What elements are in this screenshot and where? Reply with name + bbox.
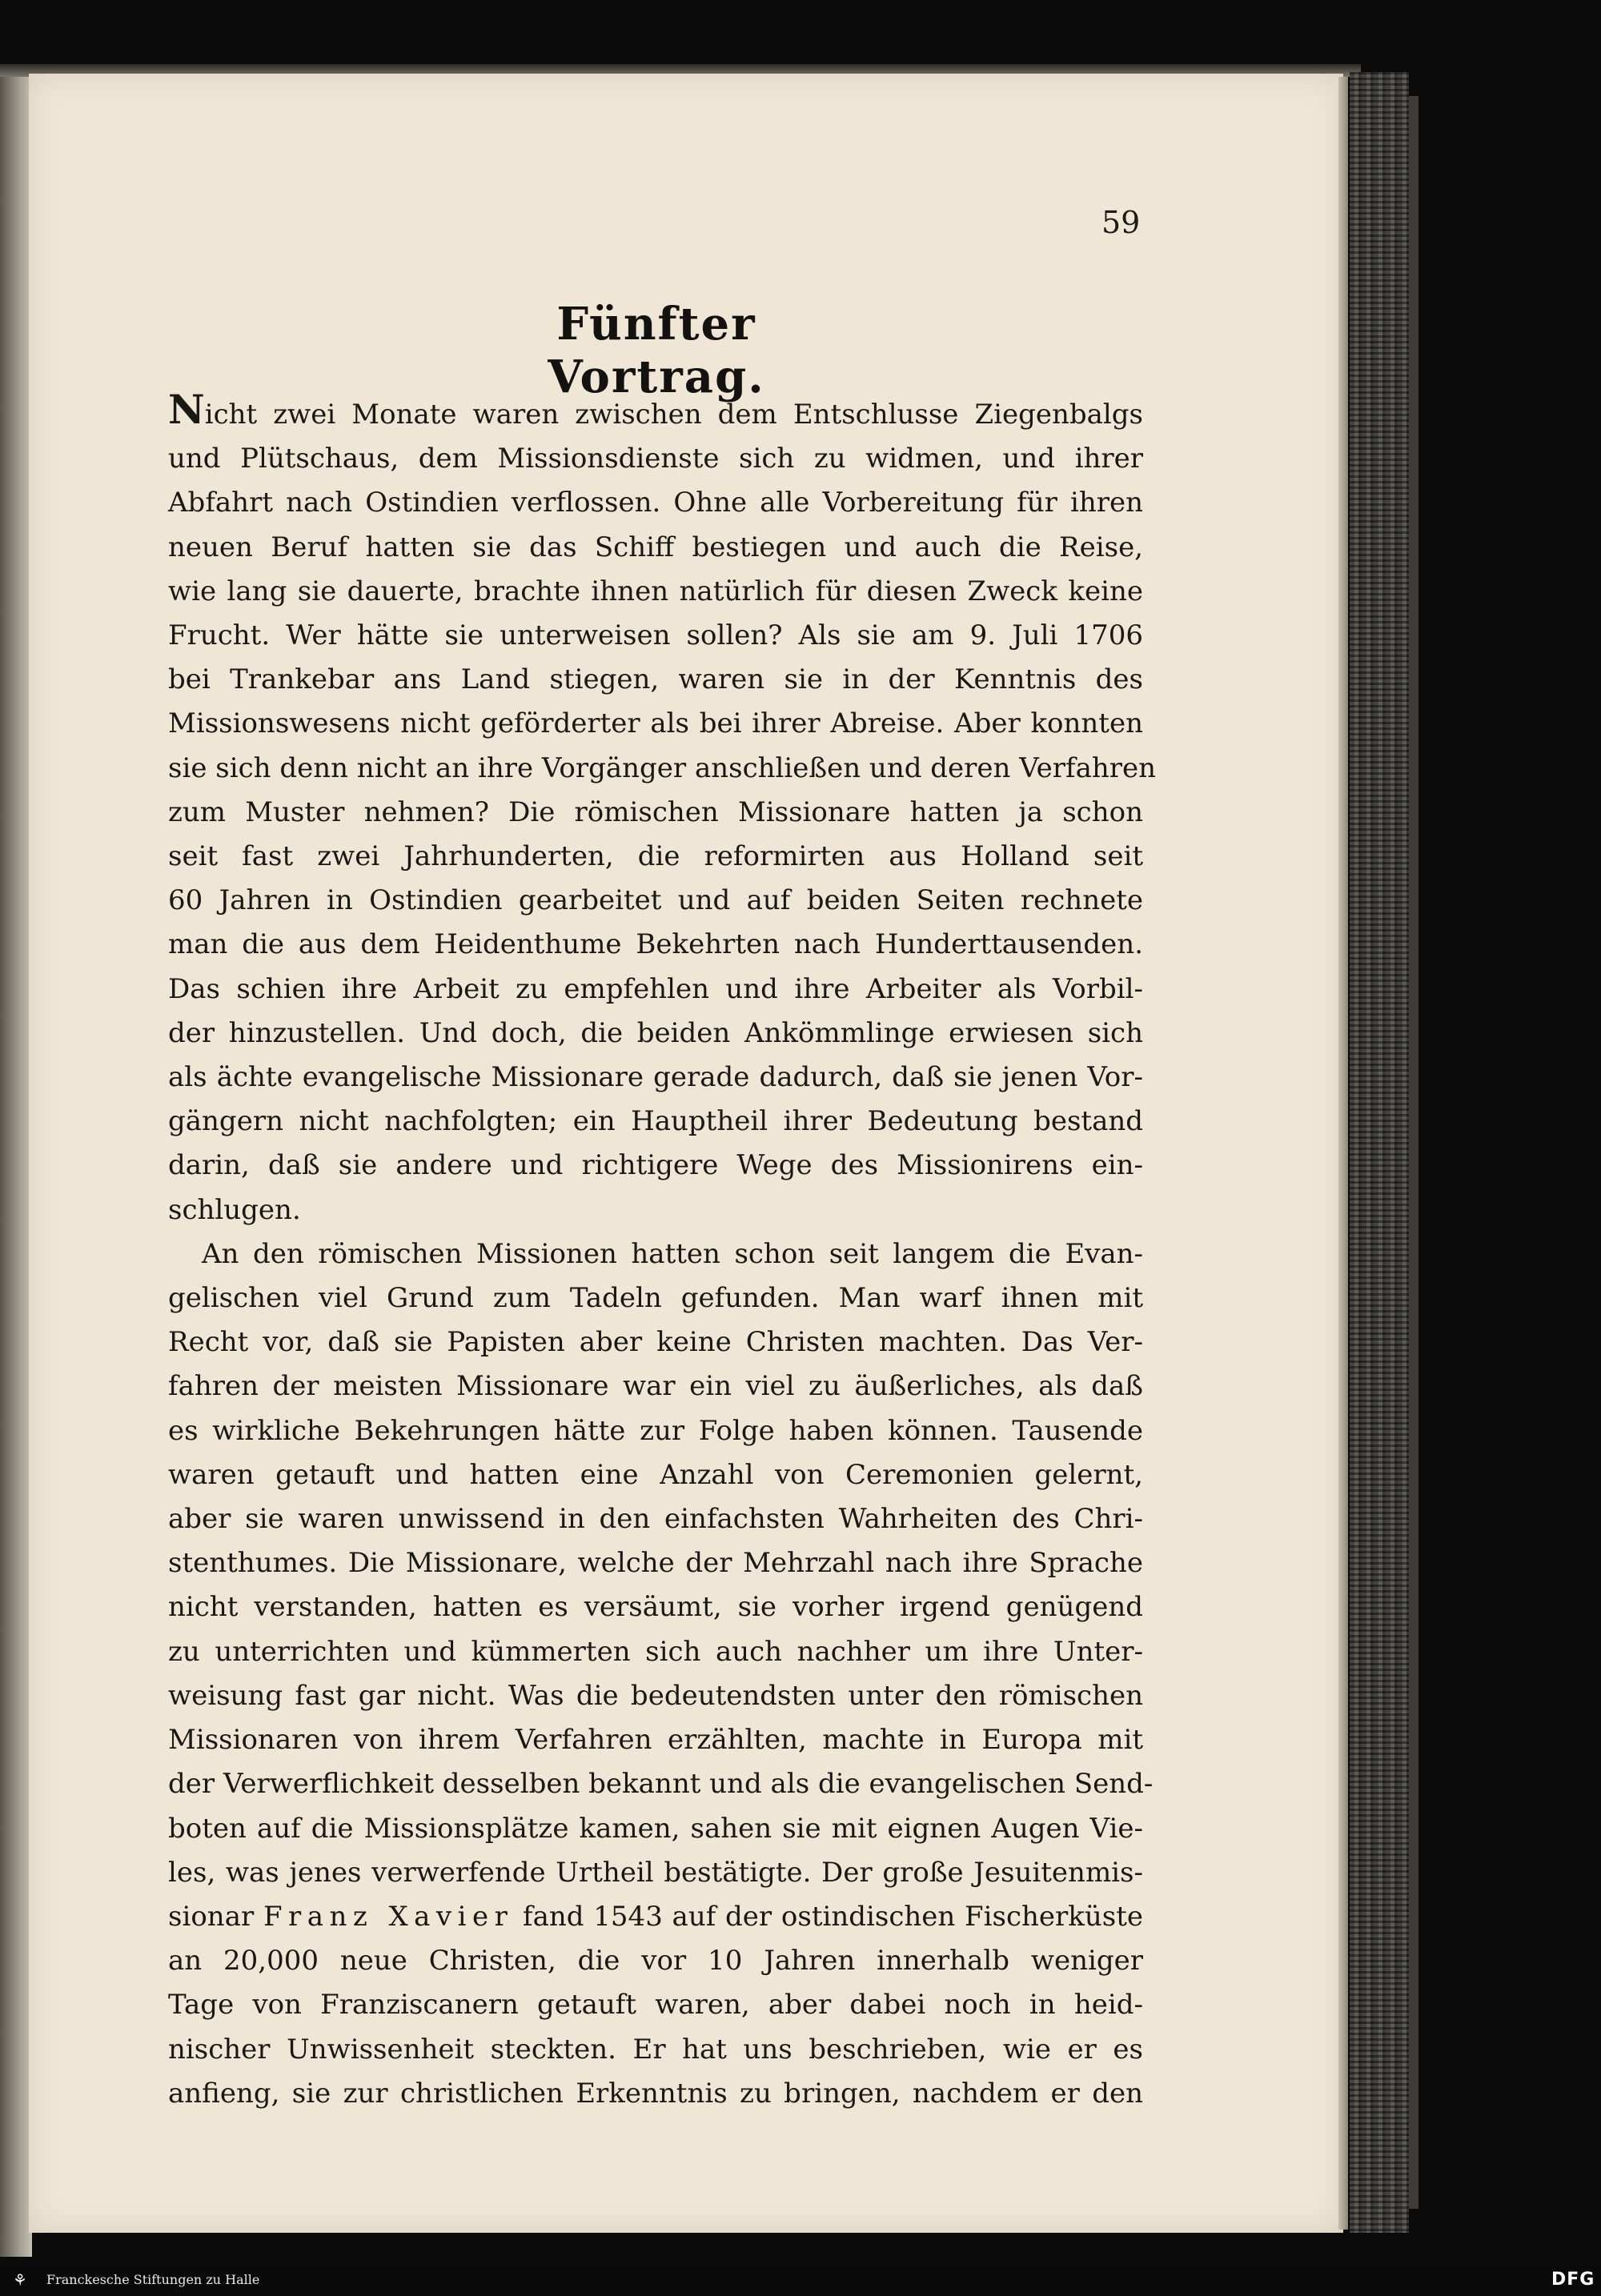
text-line: der Verwerflichkeit desselben bekannt und als die evangelischen Send- <box>168 1768 1154 1801</box>
text-line: boten auf die Missionsplätze kamen, sahen sie mit eignen Augen Vie- <box>168 1812 1143 1845</box>
paragraph-2 <box>168 1232 1154 2116</box>
text-line: sie sich denn nicht an ihre Vorgänger anschließen und deren Verfahren <box>168 751 1157 784</box>
text-line: Nicht zwei Monate waren zwischen dem Entschlusse Ziegenbalgs <box>168 386 1143 433</box>
text-line: neuen Beruf hatten sie das Schiff bestiegen und auch die Reise, <box>168 531 1143 563</box>
page-number: 59 <box>1101 205 1141 240</box>
text-line: weisung fast gar nicht. Was die bedeutendsten unter den römischen <box>168 1679 1143 1712</box>
book-spine-outer <box>1409 96 1418 2209</box>
text-line: darin, daß sie andere und richtigere Wege des Missionirens ein- <box>168 1149 1143 1182</box>
text-line: als ächte evangelische Missionare gerade dadurch, daß sie jenen Vor- <box>168 1061 1143 1094</box>
paragraph-1 <box>168 386 1157 1232</box>
text-line: waren getauft und hatten eine Anzahl von Ceremonien gelernt, <box>168 1458 1143 1491</box>
text-line: an 20,000 neue Christen, die vor 10 Jahren innerhalb weniger <box>168 1945 1143 1977</box>
text-line: und Plütschaus, dem Missionsdienste sich zu widmen, und ihrer <box>168 443 1143 475</box>
text-line: gelischen viel Grund zum Tadeln gefunden. Man warf ihnen mit <box>168 1282 1143 1315</box>
dfg-logo: DFG <box>1551 2270 1595 2290</box>
text-line: Missionaren von ihrem Verfahren erzählten, machte in Europa mit <box>168 1724 1143 1757</box>
text-line: der hinzustellen. Und doch, die beiden Ankömmlinge erwiesen sich <box>168 1016 1143 1049</box>
text-line: Abfahrt nach Ostindien verflossen. Ohne alle Vorbereitung für ihren <box>168 487 1143 519</box>
text-line: bei Trankebar ans Land stiegen, waren sie in der Kenntnis des <box>168 663 1143 696</box>
page-edge <box>1338 77 1348 2230</box>
text-line: fahren der meisten Missionare war ein viel zu äußerliches, als daß <box>168 1370 1143 1403</box>
spaced-name: Franz Xavier <box>263 1900 514 1933</box>
text-line: Recht vor, daß sie Papisten aber keine Christen machten. Das Ver- <box>168 1326 1143 1359</box>
text-line: Tage von Franziscanern getauft waren, aber dabei noch in heid- <box>168 1989 1143 2022</box>
text-line: nicht verstanden, hatten es versäumt, sie vorher irgend genügend <box>168 1591 1143 1624</box>
text-line: An den römischen Missionen hatten schon seit langem die Evan- <box>202 1237 1143 1270</box>
text-line: stenthumes. Die Missionare, welche der Mehrzahl nach ihre Sprache <box>168 1547 1143 1580</box>
initial-letter: N <box>168 386 205 433</box>
text-line: Frucht. Wer hätte sie unterweisen sollen? Als sie am 9. Juli 1706 <box>168 619 1143 652</box>
institution-name: Franckesche Stiftungen zu Halle <box>46 2272 260 2287</box>
text-line: gängern nicht nachfolgten; ein Hauptheil ihrer Bedeutung bestand <box>168 1105 1143 1138</box>
text-line: anfieng, sie zur christlichen Erkenntnis zu bringen, nachdem er den <box>168 2077 1143 2110</box>
text-line: schlugen. <box>168 1193 301 1226</box>
text-line: Missionswesens nicht geförderter als bei ihrer Abreise. Aber konnten <box>168 707 1143 740</box>
text-line: wie lang sie dauerte, brachte ihnen natürlich für diesen Zweck keine <box>168 575 1143 607</box>
text-line: Das schien ihre Arbeit zu empfehlen und ihre Arbeiter als Vorbil- <box>168 972 1143 1005</box>
text-line: man die aus dem Heidenthume Bekehrten nach Hunderttausenden. <box>168 928 1143 961</box>
text-line: es wirkliche Bekehrungen hätte zur Folge haben können. Tausende <box>168 1414 1143 1447</box>
text-line: sionar Franz Xavier fand 1543 auf der ostindischen Fischerküste <box>168 1900 1143 1933</box>
chapter-title: Fünfter Vortrag. <box>548 298 765 403</box>
text-line: aber sie waren unwissend in den einfachsten Wahrheiten des Chri- <box>168 1503 1143 1536</box>
text-line: 60 Jahren in Ostindien gearbeitet und auf beiden Seiten rechnete <box>168 884 1143 917</box>
text-line: zu unterrichten und kümmerten sich auch nachher um ihre Unter- <box>168 1635 1143 1668</box>
text-line: nischer Unwissenheit steckten. Er hat uns beschrieben, wie er es <box>168 2033 1143 2066</box>
institution-logo-icon: ⚘ <box>13 2270 27 2290</box>
text-line: les, was jenes verwerfende Urtheil bestätigte. Der große Jesuitenmis- <box>168 1856 1143 1889</box>
text-line: zum Muster nehmen? Die römischen Missionare hatten ja schon <box>168 795 1143 828</box>
book-spine <box>1350 72 1409 2233</box>
left-page-edge <box>0 64 32 2257</box>
body-text <box>168 386 1157 2116</box>
text-line: seit fast zwei Jahrhunderten, die reformirten aus Holland seit <box>168 840 1143 873</box>
